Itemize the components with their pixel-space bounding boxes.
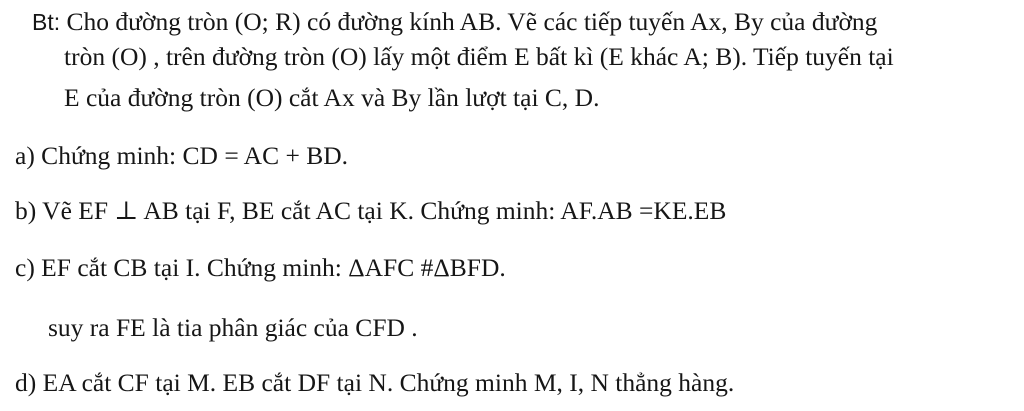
statement-line-2: tròn (O) , trên đường tròn (O) lấy một điểm E bất kì (E khác A; B). Tiếp tuyến tại [64, 42, 894, 71]
part-d: d) EA cắt CF tại M. EB cắt DF tại N. Chứng minh M, I, N thẳng hàng. [15, 368, 735, 397]
part-a: a) Chứng minh: CD = AC + BD. [15, 141, 349, 170]
part-c: c) EF cắt CB tại I. Chứng minh: ΔAFC #ΔBFD. [15, 253, 506, 282]
part-b: b) Vẽ EF ⊥ AB tại F, BE cắt AC tại K. Chứng minh: AF.AB =KE.EB [15, 196, 727, 225]
statement-line-1 [32, 7, 877, 37]
statement-line-3: E của đường tròn (O) cắt Ax và By lần lượt tại C, D. [64, 83, 600, 112]
exercise-label: Bt: [32, 9, 61, 35]
part-c-follow: suy ra FE là tia phân giác của CFD . [48, 313, 418, 342]
statement-text-1: Cho đường tròn (O; R) có đường kính AB. Vẽ các tiếp tuyến Ax, By của đường [66, 7, 878, 36]
